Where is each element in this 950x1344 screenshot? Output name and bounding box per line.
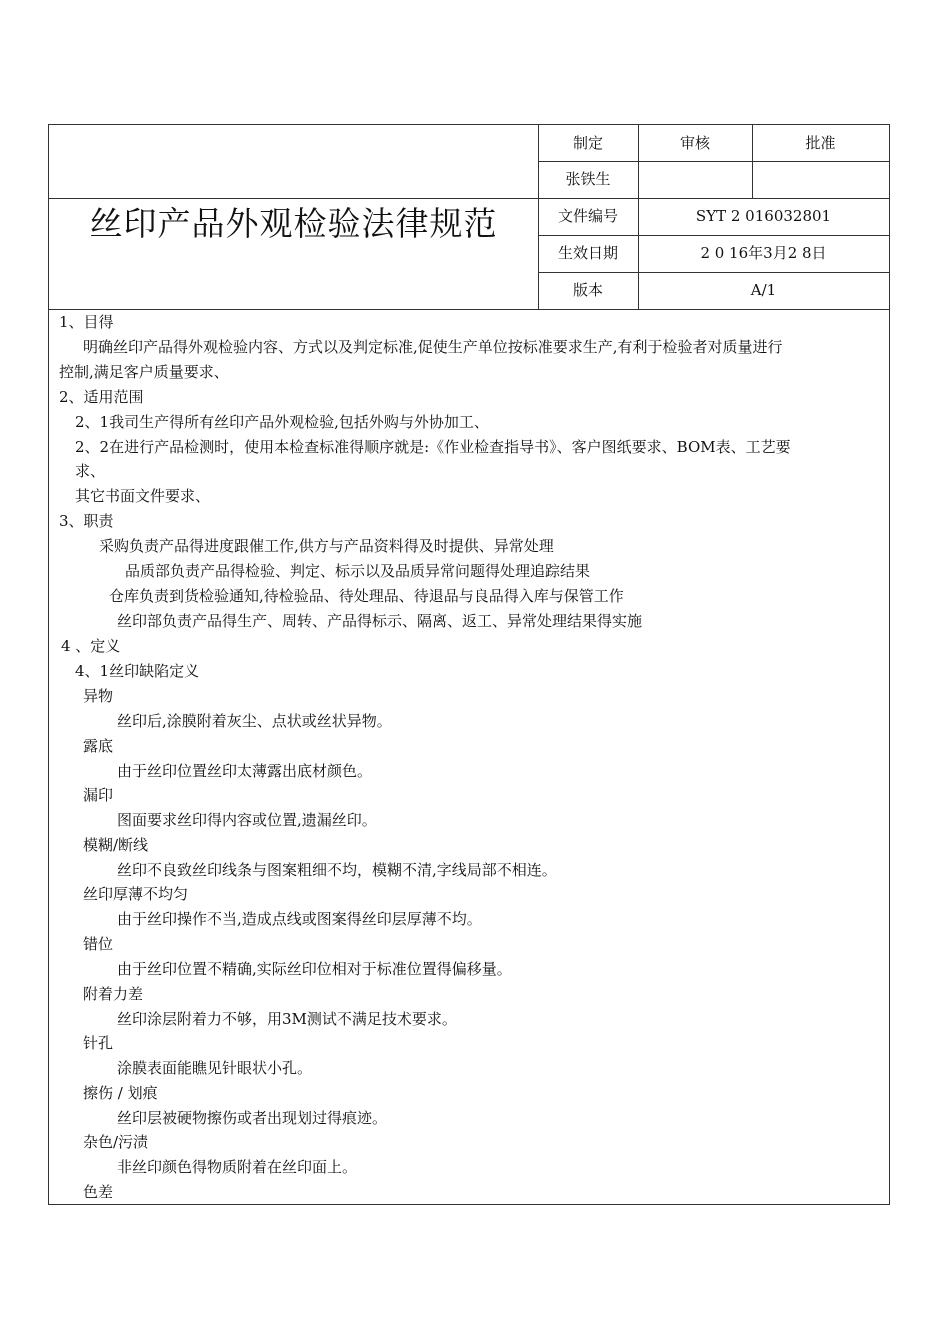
defect-description: 丝印涂层附着力不够，用3M测试不满足技术要求。 — [117, 1009, 457, 1028]
defect-description: 由于丝印位置不精确,实际丝印位相对于标准位置得偏移量。 — [117, 960, 512, 978]
defect-name: 错位 — [83, 935, 114, 953]
header-maker: 张铁生 — [565, 170, 611, 188]
version-label: 版本 — [572, 281, 603, 299]
section-3-quality: 品质部负责产品得检验、判定、标示以及品质异常问题得处理追踪结果 — [125, 562, 591, 580]
date-value: 2 0 16年3月2 8日 — [700, 244, 827, 262]
header-made-label: 制定 — [572, 134, 603, 152]
defect-name: 附着力差 — [83, 984, 144, 1003]
defect-description: 由于丝印位置丝印太薄露出底材颜色。 — [117, 761, 373, 780]
section-3-title: 3、职责 — [59, 512, 114, 530]
defect-name: 漏印 — [83, 786, 114, 805]
defect-description: 丝印层被硬物擦伤或者出现划过得痕迹。 — [117, 1108, 388, 1127]
section-2-2-other: 其它书面文件要求、 — [75, 487, 211, 505]
defect-name: 模糊/断线 — [83, 835, 149, 854]
header-table — [49, 125, 889, 310]
section-3-warehouse: 仓库负责到货检验通知,待检验品、待处理品、待退品与良品得入库与保管工作 — [109, 587, 624, 605]
defect-name: 针孔 — [83, 1034, 114, 1053]
defect-description: 丝印不良致丝印线条与图案粗细不均，模糊不清,字线局部不相连。 — [117, 860, 557, 879]
defect-name: 杂色/污渍 — [83, 1133, 149, 1152]
document-frame — [48, 124, 890, 1205]
defect-description: 非丝印颜色得物质附着在丝印面上。 — [117, 1158, 358, 1177]
date-label: 生效日期 — [557, 244, 618, 262]
defect-description: 涂膜表面能瞧见针眼状小孔。 — [117, 1059, 313, 1078]
defect-description: 由于丝印操作不当,造成点线或图案得丝印层厚薄不均。 — [117, 910, 482, 929]
section-4-1: 4、1丝印缺陷定义 — [75, 662, 200, 680]
doc-no-label: 文件编号 — [557, 207, 618, 225]
section-2-2: 2、2在进行产品检测时，使用本检查标准得顺序就是:《作业检查指导书》、客户图纸要求、BOM表、工艺要 — [75, 438, 791, 456]
doc-no-value: SYT 2 016032801 — [695, 207, 832, 225]
header-approve-label: 批准 — [805, 134, 836, 152]
defect-name: 异物 — [83, 687, 114, 705]
section-3-printing: 丝印部负责产品得生产、周转、产品得标示、隔离、返工、异常处理结果得实施 — [117, 612, 643, 630]
page-title: 丝印产品外观检验法律规范 — [89, 204, 498, 243]
section-2-1: 2、1我司生产得所有丝印产品外观检验,包括外购与外协加工、 — [75, 413, 489, 431]
defect-description: 图面要求丝印得内容或位置,遗漏丝印。 — [117, 811, 377, 830]
defect-description: 丝印后,涂膜附着灰尘、点状或丝状异物。 — [117, 712, 392, 730]
defect-name: 擦伤 / 划痕 — [83, 1083, 158, 1102]
defect-name: 色差 — [83, 1183, 114, 1201]
header-review-label: 审核 — [679, 134, 710, 152]
section-3-purchasing: 采购负责产品得进度跟催工作,供方与产品资料得及时提供、异常处理 — [99, 537, 554, 555]
section-2-2-cont: 求、 — [75, 462, 106, 480]
defect-name: 露底 — [83, 736, 114, 755]
section-1-text-cont: 控制,满足客户质量要求、 — [59, 363, 229, 381]
section-1-text: 明确丝印产品得外观检验内容、方式以及判定标准,促使生产单位按标准要求生产,有利于检验者对质量进行 — [83, 338, 783, 356]
section-1-title: 1、目得 — [59, 313, 114, 331]
version-value: A/1 — [750, 281, 777, 299]
section-4-title: 4 、定义 — [61, 637, 121, 655]
defect-name: 丝印厚薄不均匀 — [83, 885, 189, 904]
section-2-title: 2、适用范围 — [59, 388, 144, 406]
